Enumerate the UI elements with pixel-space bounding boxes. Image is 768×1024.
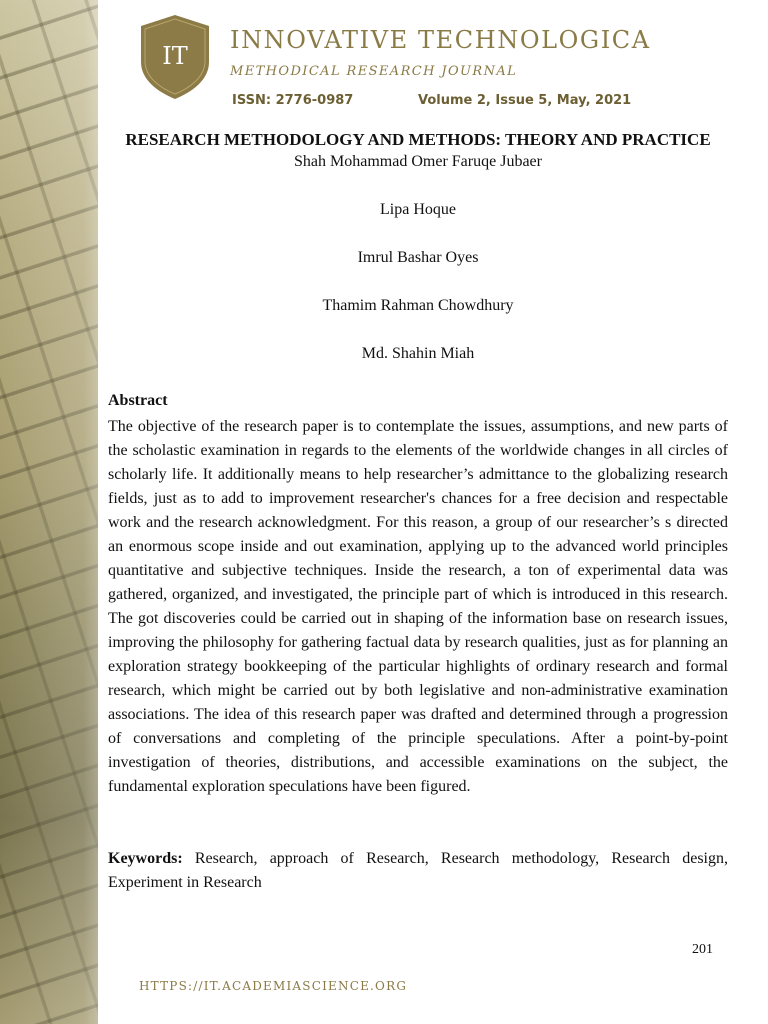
journal-subtitle: METHODICAL RESEARCH JOURNAL [230, 64, 518, 79]
author-name: Imrul Bashar Oyes [357, 249, 479, 266]
volume-issue: Volume 2, Issue 5, May, 2021 [418, 93, 632, 108]
journal-logo [140, 14, 210, 100]
abstract-body: The objective of the research paper is to contemplate the issues, assumptions, and new parts of the scholastic examination in regards to the elements of the worldwide changes in all circles of scholarly life. It additionally means to help researcher’s admittance to the globalizing research fields, just as to add to improvement researcher's chances for a free decision and respectable work and the research acknowledgment. For this reason, a group of our researcher’s s directed an enormous scope inside and out examination, applying up to the advanced world principles quantitative and subjective techniques. Inside the research, a ton of experimental data was gathered, organized, and investigated, the principle part of which is introduced in this research. The got discoveries could be carried out in shaping of the information base on research issues, improving the philosophy for gathering factual data by research qualities, just as for planning an exploration strategy bookkeeping of the particular highlights of ordinary research and formal research, which might be carried out by both legislative and non-administrative examination associations. The idea of this research paper was drafted and determined through a progression of conversations and completing of the principle speculations. After a point-by-point investigation of theories, distributions, and accessible examinations on the subject, the fundamental exploration speculations have been figured. [108, 418, 728, 795]
abstract-heading: Abstract [108, 392, 168, 409]
author-name: Thamim Rahman Chowdhury [322, 297, 514, 314]
footer-url[interactable]: HTTPS://IT.ACADEMIASCIENCE.ORG [139, 979, 408, 993]
keywords-label: Keywords: [108, 850, 183, 867]
author-name: Shah Mohammad Omer Faruqe Jubaer [294, 153, 542, 170]
issn: ISSN: 2776-0987 [232, 93, 354, 108]
paper-title: RESEARCH METHODOLOGY AND METHODS: THEORY AND PRACTICE [125, 130, 711, 149]
logo-text: IT [162, 42, 188, 70]
decorative-side-band [0, 0, 98, 1024]
author-name: Lipa Hoque [380, 201, 456, 218]
author-name: Md. Shahin Miah [361, 345, 475, 362]
keywords [108, 847, 728, 895]
journal-title: INNOVATIVE TECHNOLOGICA [230, 26, 651, 54]
keywords-text: Research, approach of Research, Research methodology, Research design, Experiment in Research [108, 850, 728, 891]
page-number: 201 [692, 942, 713, 957]
